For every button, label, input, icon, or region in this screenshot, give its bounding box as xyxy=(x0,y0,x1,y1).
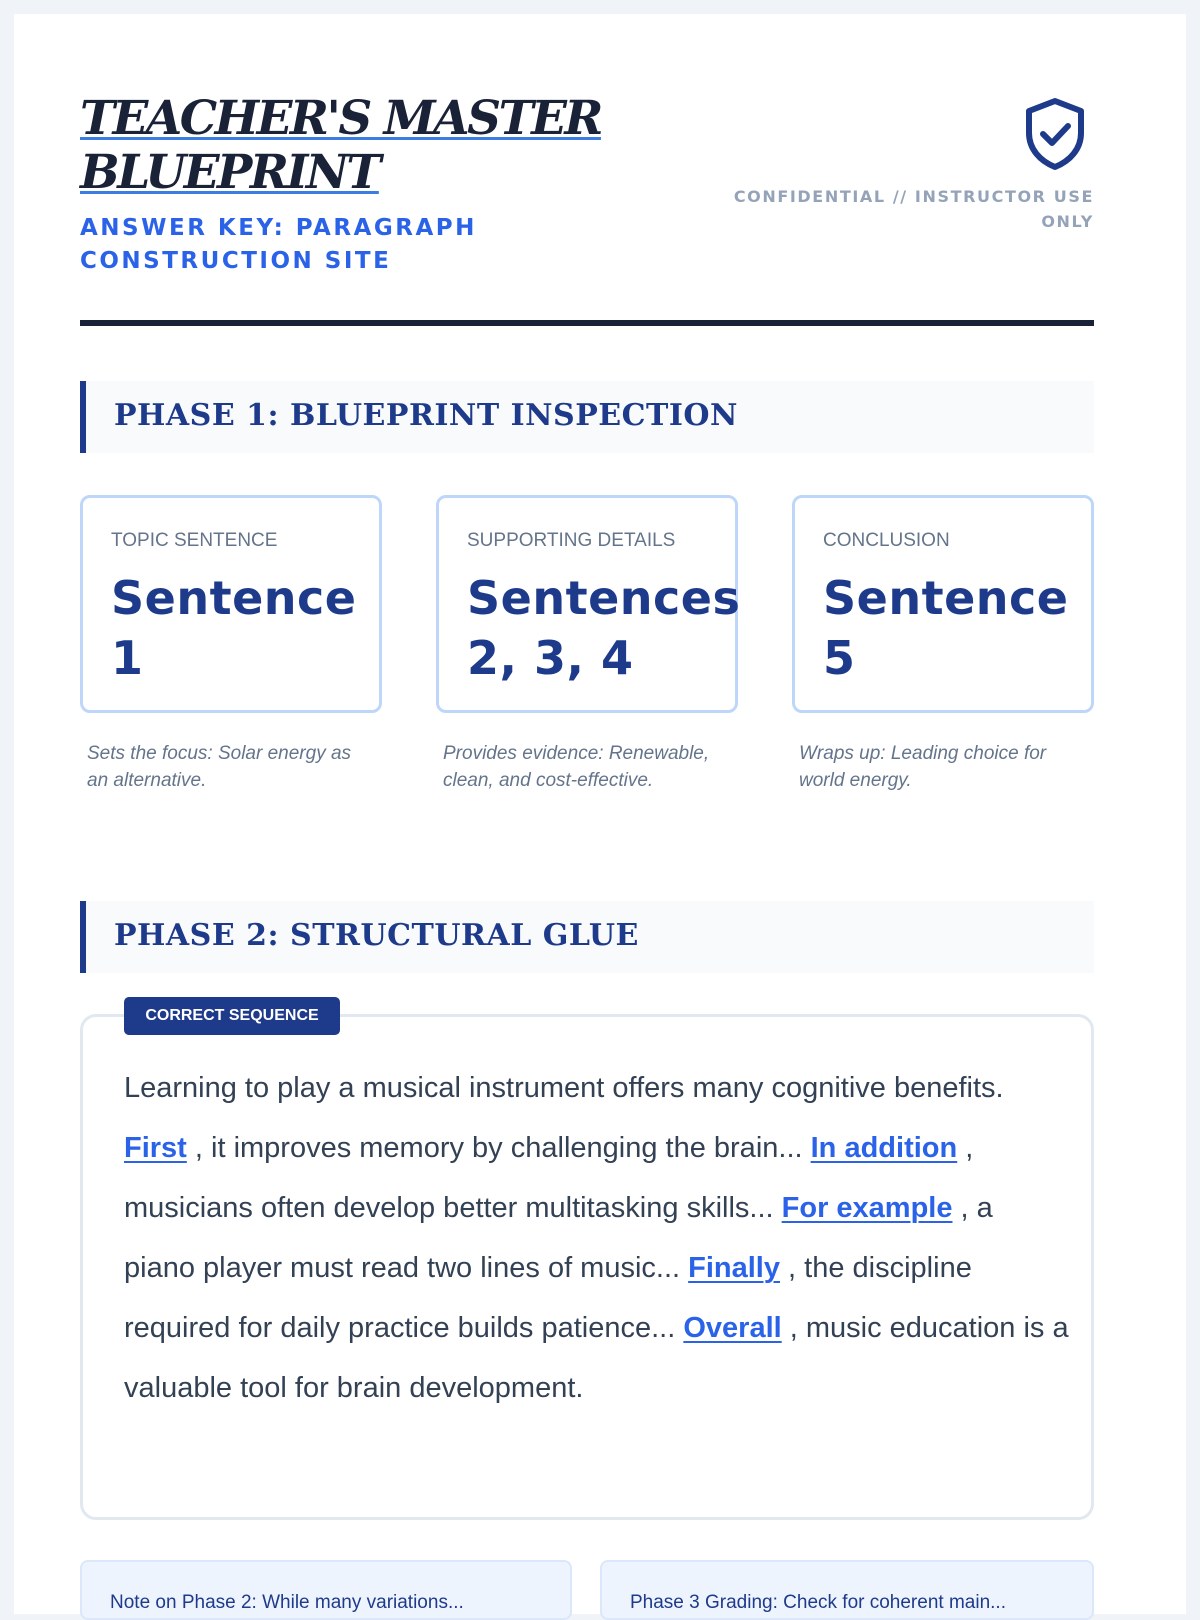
conclusion-card xyxy=(792,495,1094,713)
phase-2-note-box xyxy=(80,1560,572,1620)
phase-3-grading-box xyxy=(600,1560,1094,1620)
phase-1-heading xyxy=(80,381,1094,453)
transition-link-first[interactable]: First xyxy=(124,1132,187,1164)
phase-2-title: PHASE 2: STRUCTURAL GLUE xyxy=(114,918,639,953)
phase-1-title: PHASE 1: BLUEPRINT INSPECTION xyxy=(114,398,738,433)
transition-link-overall[interactable]: Overall xyxy=(683,1312,782,1344)
card-answer: Sentence 1 xyxy=(111,571,357,685)
confidential-label: CONFIDENTIAL // INSTRUCTOR USE ONLY xyxy=(733,187,1094,231)
card-note: Provides evidence: Renewable, clean, and cost-effective. xyxy=(443,743,710,791)
phase-2-note-text: Note on Phase 2: While many variations... xyxy=(110,1592,464,1613)
card-note: Sets the focus: Solar energy as an alternative. xyxy=(87,743,352,791)
card-answer: Sentence 5 xyxy=(823,571,1069,685)
page-title: TEACHER'S MASTER BLUEPRINT xyxy=(80,91,601,200)
header-divider xyxy=(80,320,1094,326)
card-caption: CONCLUSION xyxy=(823,530,950,551)
transition-link-finally[interactable]: Finally xyxy=(688,1252,780,1284)
topic-sentence-card xyxy=(80,495,382,713)
shield-check-icon xyxy=(1024,97,1086,171)
correct-sequence-badge: CORRECT SEQUENCE xyxy=(124,997,340,1035)
phase-2-heading xyxy=(80,901,1094,973)
transition-link-in-addition[interactable]: In addition xyxy=(810,1132,958,1164)
phase-3-grading-text: Phase 3 Grading: Check for coherent main... xyxy=(630,1592,1006,1613)
card-note: Wraps up: Leading choice for world energy. xyxy=(799,743,1047,791)
card-answer: Sentences 2, 3, 4 xyxy=(467,571,741,685)
paragraph-text: , music education is a valuable tool for brain development. xyxy=(124,1312,1069,1404)
card-caption: TOPIC SENTENCE xyxy=(111,530,278,551)
sample-paragraph xyxy=(124,1058,1069,1418)
paragraph-text: , musicians often develop better multitasking skills... xyxy=(124,1132,974,1224)
page-subtitle: ANSWER KEY: PARAGRAPH CONSTRUCTION SITE xyxy=(80,215,477,274)
paragraph-text: Learning to play a musical instrument offers many cognitive benefits. xyxy=(124,1072,1004,1104)
paragraph-text: , it improves memory by challenging the brain... xyxy=(186,1132,811,1164)
page-header xyxy=(80,92,1094,328)
paragraph-text: , a piano player must read two lines of music... xyxy=(124,1192,993,1284)
supporting-details-card xyxy=(436,495,741,713)
transition-link-for-example[interactable]: For example xyxy=(781,1192,953,1224)
paragraph-text: , the discipline required for daily practice builds patience... xyxy=(124,1252,972,1344)
card-caption: SUPPORTING DETAILS xyxy=(467,530,676,551)
